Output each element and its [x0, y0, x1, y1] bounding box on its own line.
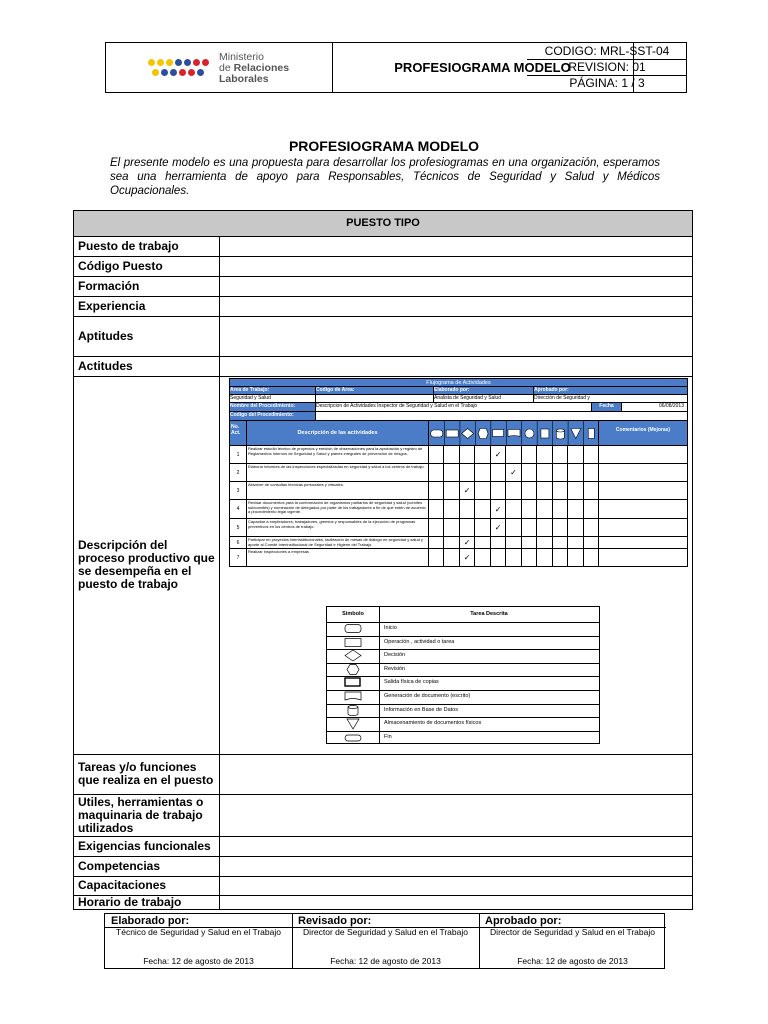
activity-symbol-cell: ✓ [506, 464, 521, 482]
table-row [74, 256, 692, 277]
legend-row [327, 649, 599, 664]
document-icon [508, 430, 520, 437]
symbol-legend [326, 606, 600, 744]
row-label: Exigencias funcionales [74, 836, 220, 856]
start-icon [345, 625, 361, 633]
footer-role: Director de Seguridad y Salud en el Trabajo [490, 927, 655, 937]
legend-task: Almacenamiento de documentos físicos [384, 720, 482, 727]
legend-symbol [327, 676, 380, 690]
flowchart-table [229, 378, 688, 588]
legend-row [327, 717, 599, 732]
activity-symbol-cell [568, 519, 583, 537]
footer-role: Técnico de Seguridad y Salud en el Trabajo [116, 927, 281, 937]
footer-date: Fecha: 12 de agosto de 2013 [517, 956, 628, 966]
header-codigo: CODIGO: MRL-SST-04 [527, 43, 687, 60]
activity-symbol-cell [429, 549, 444, 567]
activity-symbol-cell [460, 446, 475, 464]
activity-comment [599, 500, 688, 519]
activity-symbol-cell [491, 482, 506, 500]
table-row [74, 316, 692, 357]
activity-comment [599, 549, 688, 567]
activity-description: Absolver de consultas técnicas personales y virtuales. [247, 482, 429, 500]
activity-symbol-cell [475, 446, 490, 464]
legend-task: Generación de documento (escrito) [384, 693, 471, 699]
activity-symbol-cell [553, 464, 568, 482]
footer-divider [105, 927, 666, 928]
activity-symbol-cell [506, 482, 521, 500]
flow-codigo-proc-label: Codigo del Procedimiento: [229, 412, 316, 421]
logo-dot [161, 69, 168, 76]
database-icon [348, 705, 358, 715]
process-icon [541, 429, 549, 438]
flow-nombre-proc-label: Nombre del Procedimiento: [229, 403, 316, 412]
logo-dot [184, 59, 191, 66]
table-row [74, 276, 692, 297]
operation-icon [446, 430, 458, 437]
activity-symbol-cell [537, 549, 552, 567]
activity-symbol-cell [553, 549, 568, 567]
activity-symbol-cell [429, 464, 444, 482]
flow-codigo-area-value [316, 395, 434, 403]
flow-codigo-proc-value [316, 412, 688, 421]
document-icon [345, 692, 361, 700]
activity-symbol-cell [537, 446, 552, 464]
flow-symbol-header [429, 421, 599, 446]
row-label: Formación [74, 276, 220, 296]
activity-symbol-cell [491, 549, 506, 567]
operation-icon [345, 638, 361, 646]
legend-symbol [327, 731, 380, 745]
activity-symbol-cell [444, 519, 459, 537]
flow-desc-label: Descripción de las actividades [247, 421, 429, 446]
footer-heading: Aprobado por: [485, 915, 562, 927]
activity-comment [599, 519, 688, 537]
table-row [74, 356, 692, 377]
row-label: Actitudes [74, 356, 220, 376]
activity-description: Realizar estudio técnico de proyectos y emisión de observaciones para la aprobación y registro de Reglamentos Internos de Seguridad y Salud y planes integrales de prevención de riesgos. [247, 446, 429, 464]
activity-symbol-cell [444, 464, 459, 482]
activity-symbol-cell [553, 519, 568, 537]
end-icon [588, 429, 594, 439]
row-label: Horario de trabajo [74, 895, 220, 910]
activity-symbol-cell [491, 464, 506, 482]
logo-dot [179, 69, 186, 76]
flow-area-label: Area de Trabajo: [229, 387, 316, 395]
table-row [74, 836, 692, 857]
logo-dot [152, 69, 159, 76]
activity-symbol-cell [429, 446, 444, 464]
table-row [74, 876, 692, 896]
connector-icon [525, 429, 534, 438]
legend-col-task: Tarea Descrita [470, 611, 508, 617]
flow-coment-label: Comentarios (Mejoras) [599, 421, 688, 446]
flow-activity-row [229, 549, 688, 567]
activity-comment [599, 446, 688, 464]
activity-symbol-cell [522, 464, 537, 482]
legend-row [327, 663, 599, 678]
document-title: PROFESIOGRAMA MODELO [288, 138, 480, 154]
activity-symbol-cell [444, 482, 459, 500]
activity-symbol-cell [429, 537, 444, 549]
review-icon [347, 664, 359, 674]
activity-symbol-cell [522, 482, 537, 500]
activity-symbol-cell [584, 464, 599, 482]
row-label: Código Puesto [74, 256, 220, 276]
activity-symbol-cell [568, 464, 583, 482]
activity-symbol-cell [429, 482, 444, 500]
ministry-logo [106, 43, 333, 92]
end-icon [345, 735, 361, 741]
row-label: Capacitaciones [74, 876, 220, 895]
legend-col-symbol: Simbolo [327, 607, 380, 622]
legend-row [327, 636, 599, 651]
activity-symbol-cell [444, 500, 459, 519]
activity-description: Capacitar a empleadores, trabajadores, gremios y responsables de la ejecución de programas preventivos en los centros de trabajo. [247, 519, 429, 537]
flow-activity-row [229, 464, 688, 482]
table-row [74, 895, 692, 910]
activity-symbol-cell [537, 537, 552, 549]
flow-elaborado-label: Elaborado por: [434, 387, 534, 395]
section-header-row [74, 211, 692, 237]
footer-heading: Elaborado por: [111, 915, 190, 927]
section-header: PUESTO TIPO [346, 217, 420, 229]
activity-symbol-cell [553, 446, 568, 464]
row-label: Descripción del proceso productivo que se desempeña en el puesto de trabajo [74, 376, 220, 754]
flow-area-value: Seguridad y Salud [229, 395, 316, 403]
activity-symbol-cell [568, 549, 583, 567]
flow-activity-row [229, 537, 688, 549]
activity-symbol-cell [537, 500, 552, 519]
row-label: Aptitudes [74, 316, 220, 356]
legend-row [327, 704, 599, 719]
row-label: Competencias [74, 856, 220, 876]
legend-symbol [327, 663, 380, 677]
copies-icon [493, 430, 504, 437]
legend-task: Inicio [384, 625, 397, 631]
activity-symbol-cell [584, 549, 599, 567]
flow-symbols-svg [429, 421, 599, 446]
activity-symbol-cell [475, 519, 490, 537]
flow-activity-row [229, 500, 688, 519]
legend-row [327, 690, 599, 705]
activity-symbol-cell [568, 446, 583, 464]
decision-icon [345, 650, 361, 661]
logo-dot [170, 69, 177, 76]
document-header [105, 42, 687, 93]
activity-symbol-cell: ✓ [491, 519, 506, 537]
legend-task: Decisión [384, 652, 406, 659]
row-label: Utiles, herramientas o maquinaria de trabajo utilizados [74, 794, 220, 836]
row-label: Puesto de trabajo [74, 236, 220, 256]
header-title: PROFESIOGRAMA MODELO [332, 43, 634, 92]
activity-symbol-cell [506, 519, 521, 537]
approval-footer [104, 913, 665, 969]
legend-task: Revisión [384, 665, 406, 672]
legend-task: Fin [384, 733, 392, 740]
activity-comment [599, 464, 688, 482]
activity-number: 7 [229, 549, 247, 567]
legend-task: Operación , actividad o tarea [384, 638, 455, 645]
activity-symbol-cell [537, 519, 552, 537]
legend-symbol [327, 649, 380, 663]
table-row [74, 754, 692, 795]
flow-activity-row [229, 482, 688, 500]
activity-symbol-cell [429, 500, 444, 519]
activity-symbol-cell: ✓ [460, 482, 475, 500]
activity-symbol-cell [444, 537, 459, 549]
start-icon [431, 430, 443, 437]
legend-task: Salida física de copias [384, 679, 439, 686]
activity-symbol-cell [584, 446, 599, 464]
footer-aprobado [479, 914, 666, 968]
activity-description: Participar en proyectos interinstitucionales, facilitación de mesas de diálogo en seguridad y salud y aporte al Comité Interinstitucional de Seguridad e Higiene del Trabajo. [247, 537, 429, 549]
table-row [74, 236, 692, 257]
activity-symbol-cell [475, 482, 490, 500]
activity-symbol-cell [522, 519, 537, 537]
logo-dot [166, 59, 173, 66]
activity-description: Realizar inspecciones a empresas [247, 549, 429, 567]
logo-dot [193, 59, 200, 66]
flow-nombre-proc-value: Descripcion de Actividades Inspector de Seguridad y Salud en el Trabajo [316, 403, 592, 412]
activity-symbol-cell [522, 500, 537, 519]
flow-codigo-area-label: Codigo de Area: [316, 387, 434, 395]
activity-symbol-cell [522, 446, 537, 464]
activity-symbol-cell [491, 537, 506, 549]
activity-number: 4 [229, 500, 247, 519]
activity-symbol-cell [506, 549, 521, 567]
logo-line2-bold: Relaciones [233, 62, 290, 74]
review-icon [478, 429, 488, 439]
flow-aprobado-value: Dirección de Seguridad y [534, 395, 688, 403]
decision-icon [462, 429, 474, 439]
copies-icon [345, 678, 360, 686]
activity-comment [599, 482, 688, 500]
flow-aprobado-label: Aprobado por: [534, 387, 688, 395]
flow-activity-row [229, 446, 688, 464]
activity-symbol-cell [553, 537, 568, 549]
activity-symbol-cell [584, 482, 599, 500]
activity-symbol-cell [444, 446, 459, 464]
logo-dot [157, 59, 164, 66]
footer-date: Fecha: 12 de agosto de 2013 [330, 956, 441, 966]
logo-line1: Ministerio [219, 51, 264, 63]
activity-symbol-cell [429, 519, 444, 537]
logo-text [219, 52, 289, 85]
footer-revisado [292, 914, 480, 968]
activity-symbol-cell [444, 549, 459, 567]
activity-symbol-cell: ✓ [460, 537, 475, 549]
logo-dot [188, 69, 195, 76]
row-label: Tareas y/o funciones que realiza en el puesto [74, 754, 220, 794]
activity-symbol-cell [475, 464, 490, 482]
activity-symbol-cell: ✓ [491, 500, 506, 519]
activity-number: 1 [229, 446, 247, 464]
footer-heading: Revisado por: [298, 915, 372, 927]
legend-symbol [327, 690, 380, 704]
flow-fecha-label: Fecha [592, 403, 622, 412]
activity-number: 6 [229, 537, 247, 549]
legend-symbol [327, 622, 380, 636]
logo-dot [148, 59, 155, 66]
activity-symbol-cell [553, 500, 568, 519]
footer-role: Director de Seguridad y Salud en el Trabajo [303, 927, 468, 937]
activity-comment [599, 537, 688, 549]
activity-number: 3 [229, 482, 247, 500]
header-revision: REVISION: 01 [527, 59, 687, 76]
activity-symbol-cell [506, 500, 521, 519]
legend-symbol [327, 704, 380, 718]
activity-symbol-cell [584, 537, 599, 549]
activity-symbol-cell [475, 537, 490, 549]
logo-dot [175, 59, 182, 66]
activity-symbol-cell [584, 519, 599, 537]
flow-activity-row [229, 519, 688, 537]
activity-number: 5 [229, 519, 247, 537]
logo-dot [197, 69, 204, 76]
database-icon [556, 429, 564, 439]
activity-description: Elaborar informes de las inspecciones especializadas en seguridad y salud a los centros de trabajo. [247, 464, 429, 482]
storage-icon [347, 719, 359, 729]
activity-symbol-cell [475, 549, 490, 567]
activity-symbol-cell [522, 537, 537, 549]
header-pagina: PÁGINA: 1 / 3 [569, 76, 645, 90]
logo-dot [202, 59, 209, 66]
legend-task: Información en Base de Datos [384, 706, 458, 713]
flow-fecha-value: 06/08/2013 [622, 403, 688, 412]
activity-symbol-cell [568, 500, 583, 519]
activity-symbol-cell [506, 446, 521, 464]
activity-number: 2 [229, 464, 247, 482]
storage-icon [571, 429, 581, 439]
table-row [74, 794, 692, 837]
logo-line3: Laborales [219, 73, 269, 85]
logo-line2-prefix: de [219, 62, 231, 74]
activity-symbol-cell [522, 549, 537, 567]
table-row [74, 856, 692, 877]
intro-paragraph: El presente modelo es una propuesta para desarrollar los profesiogramas en una organización, esperamos sea una herramienta de apoyo para Responsables, Técnicos de Seguridad y Salud y Médicos Ocupacionales. [110, 157, 660, 197]
activity-symbol-cell [568, 537, 583, 549]
legend-row [327, 622, 599, 637]
activity-symbol-cell [460, 464, 475, 482]
activity-description: Revisar documentos para la conformación de organismos paritarios de seguridad y salud (comités subcomités) y nominación de delegados por parte de los trabajadores a fin de que estén de acuerdo a procedimiento legal vigente. [247, 500, 429, 519]
table-row [74, 296, 692, 317]
flow-title: Flujograma de Actividades [229, 378, 688, 387]
activity-symbol-cell [506, 537, 521, 549]
activity-symbol-cell [568, 482, 583, 500]
activity-symbol-cell [537, 464, 552, 482]
activity-symbol-cell: ✓ [491, 446, 506, 464]
legend-row [327, 676, 599, 691]
footer-date: Fecha: 12 de agosto de 2013 [143, 956, 254, 966]
activity-symbol-cell [553, 482, 568, 500]
legend-symbol [327, 636, 380, 650]
activity-symbol-cell: ✓ [460, 549, 475, 567]
activity-symbol-cell [537, 482, 552, 500]
activity-symbol-cell [475, 500, 490, 519]
row-label: Experiencia [74, 296, 220, 316]
flow-elaborado-value: Analista de Seguridad y Salud [434, 395, 534, 403]
flow-no-label: No. Act. [229, 421, 247, 446]
activity-symbol-cell [584, 500, 599, 519]
activity-symbol-cell [460, 500, 475, 519]
activity-symbol-cell [460, 519, 475, 537]
legend-row [327, 731, 599, 745]
footer-elaborado [105, 914, 293, 968]
legend-header [327, 607, 599, 623]
legend-symbol [327, 717, 380, 731]
